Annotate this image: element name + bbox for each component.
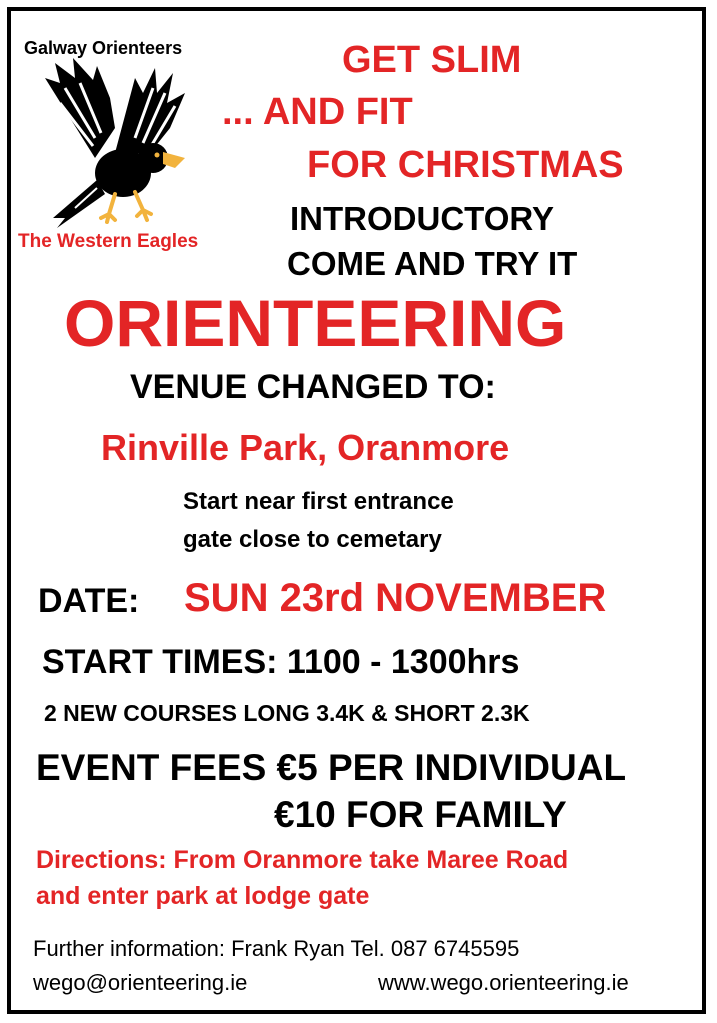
club-name: Galway Orienteers <box>24 38 183 58</box>
contact-website[interactable]: www.wego.orienteering.ie <box>378 970 629 995</box>
directions-line-1: Directions: From Oranmore take Maree Road <box>36 846 569 874</box>
slogan-line-1: GET SLIM <box>342 39 522 81</box>
date-value: SUN 23rd NOVEMBER <box>184 576 607 620</box>
directions-line-2: and enter park at lodge gate <box>36 882 370 910</box>
contact-email[interactable]: wego@orienteering.ie <box>33 970 248 995</box>
fees-line-2: €10 FOR FAMILY <box>274 794 567 835</box>
slogan-line-3: FOR CHRISTMAS <box>307 144 624 186</box>
start-times: START TIMES: 1100 - 1300hrs <box>42 643 520 681</box>
club-nickname: The Western Eagles <box>18 231 199 252</box>
contact-info: Further information: Frank Ryan Tel. 087 6745595 <box>33 936 520 961</box>
venue-name: Rinville Park, Oranmore <box>101 427 510 468</box>
intro-line-2: COME AND TRY IT <box>287 245 578 282</box>
start-location-line-2: gate close to cemetary <box>183 526 442 553</box>
intro-line-1: INTRODUCTORY <box>290 200 554 237</box>
eagle-icon <box>35 58 195 228</box>
courses: 2 NEW COURSES LONG 3.4K & SHORT 2.3K <box>44 700 530 726</box>
slogan-line-2: ... AND FIT <box>222 91 413 133</box>
fees-line-1: EVENT FEES €5 PER INDIVIDUAL <box>36 747 627 788</box>
headline: ORIENTEERING <box>64 286 567 360</box>
venue-label: VENUE CHANGED TO: <box>130 368 496 406</box>
start-location-line-1: Start near first entrance <box>183 488 454 515</box>
date-label: DATE: <box>38 582 140 620</box>
